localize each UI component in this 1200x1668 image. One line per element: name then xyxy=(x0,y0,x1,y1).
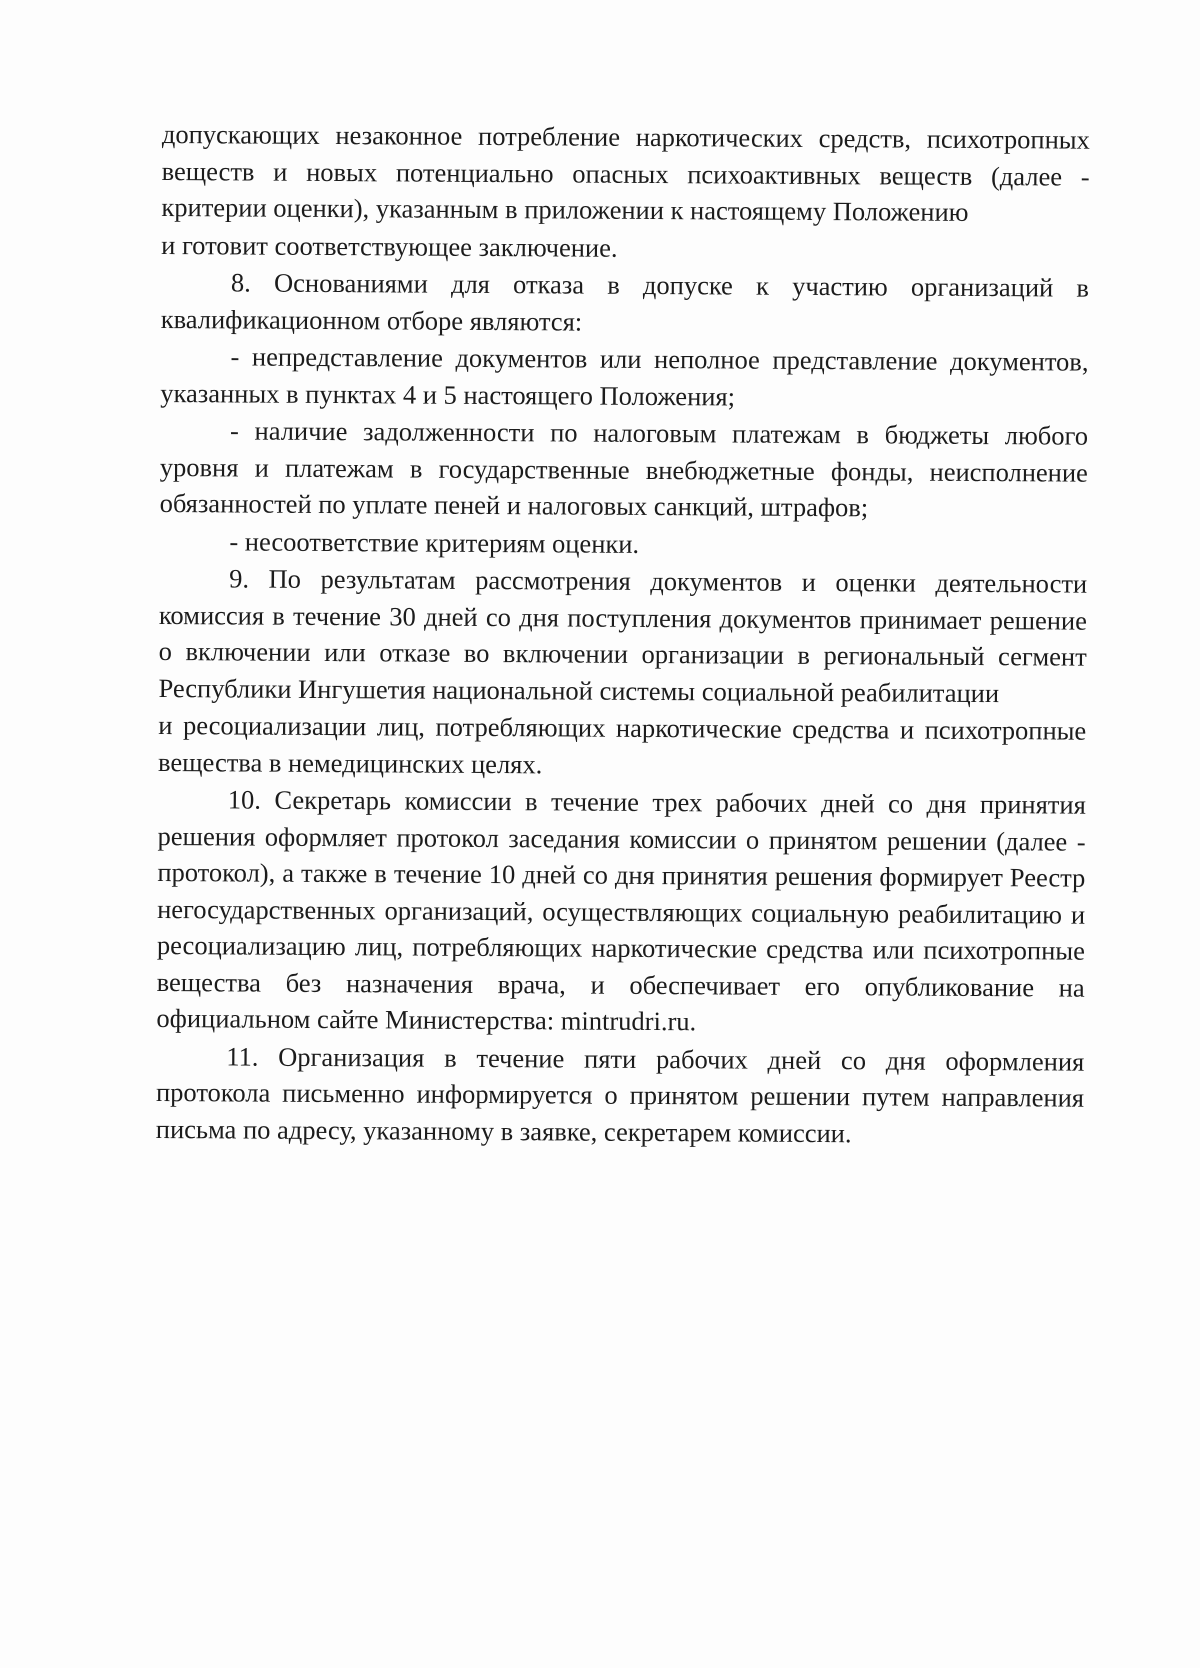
paragraph-reason-criteria: - несоответствие критериям оценки. xyxy=(229,525,640,559)
paragraph-item-8: 8. Основаниями для отказа в допуске к участию организаций в квалификационном отборе являются: xyxy=(160,267,1090,337)
paragraph-criteria-continuation: допускающих незаконное потребление наркотических средств, психотропных веществ и новых потенциально опасных психоактивных веществ (далее - критерии оценки), указанным в приложении к настоящему Положению xyxy=(161,118,1090,227)
paragraph-conclusion: и готовит соответствующее заключение. xyxy=(161,229,618,263)
paragraph-item-11: 11. Организация в течение пяти рабочих дней со дня оформления протокола письменно информируется о принятом решении путем направления письма по адресу, указанному в заявке, секретарем комиссии. xyxy=(155,1040,1085,1148)
paragraph-reason-debt: - наличие задолженности по налоговым платежам в бюджеты любого уровня и платежам в государственные внебюджетные фонды, неисполнение обязанностей по уплате пеней и налоговых санкций, штрафов; xyxy=(159,415,1089,523)
paragraph-item-9: 9. По результатам рассмотрения документов и оценки деятельности комиссия в течение 30 дней со дня поступления документов принимает решение о включении или отказе во включении организации в региональный сегмент Республики Ингушетия национальной системы социальной реабилитации xyxy=(158,563,1088,708)
paragraph-item-9-continuation: и ресоциализации лиц, потребляющих наркотические средства и психотропные вещества в немедицинских целях. xyxy=(157,709,1087,779)
document-body xyxy=(156,116,1090,1153)
paragraph-item-10: 10. Секретарь комиссии в течение трех рабочих дней со дня принятия решения оформляет протокол заседания комиссии о принятом решении (далее - протокол), а также в течение 10 дней со дня принятия решения формирует Реестр негосударственных организаций, осуществляющих социальную реабилитацию и ресоциализацию лиц, потребляющих наркотические средства или психотропные вещества без назначения врача, и обеспечивает его опубликование на официальном сайте Министерства: mintrudri.ru. xyxy=(156,784,1086,1037)
paragraph-reason-documents: - непредставление документов или неполное представление документов, указанных в пунктах 4 и 5 настоящего Положения; xyxy=(160,341,1089,412)
